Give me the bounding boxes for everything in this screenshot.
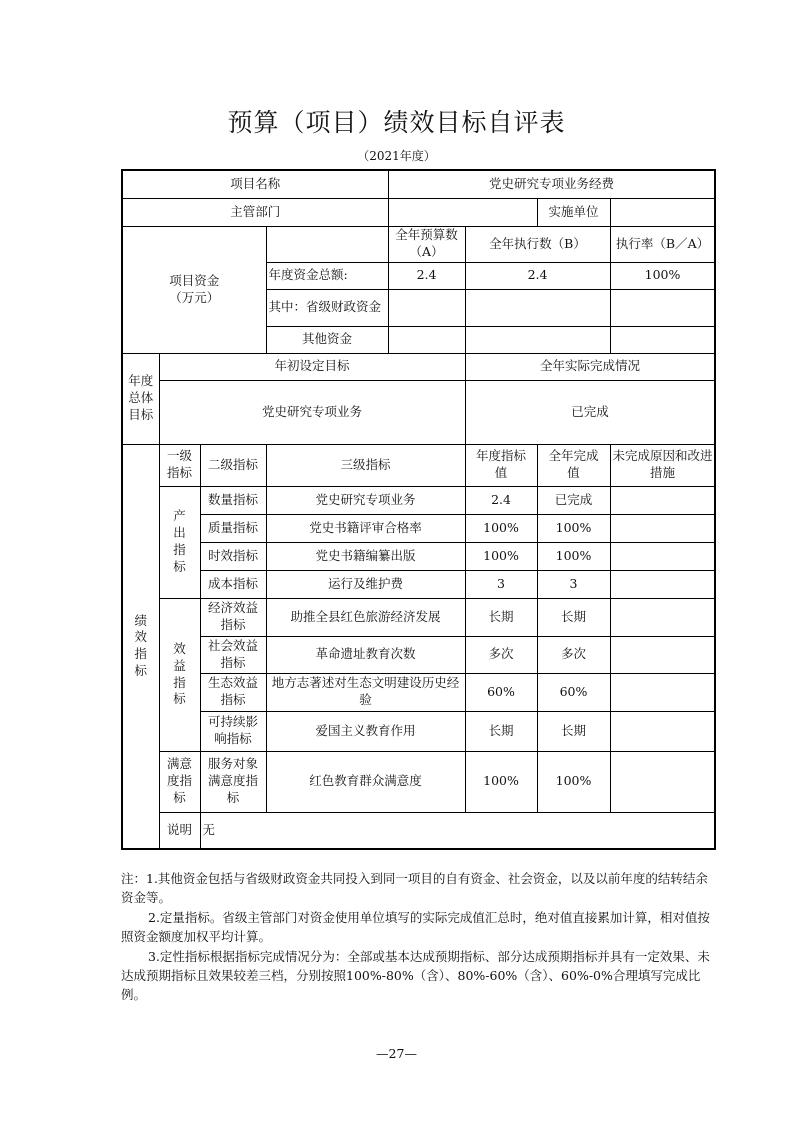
- table-row: [122, 570, 715, 598]
- initial-goal-value: 党史研究专项业务: [159, 380, 465, 444]
- perf-group-label: 绩 效 指 标: [122, 444, 159, 849]
- level2-cell: 时效指标: [200, 542, 266, 570]
- level1-header: 一级 指标: [159, 444, 200, 486]
- reason-header: 未完成原因和改进措施: [610, 444, 715, 486]
- level2-cell: 社会效益指标: [200, 636, 266, 673]
- table-row: [122, 353, 715, 380]
- reason-cell: [610, 542, 715, 570]
- page-title: 预算（项目）绩效目标自评表: [227, 108, 566, 137]
- self-evaluation-table: [121, 169, 716, 850]
- benefit-group-label: 效 益 指 标: [159, 598, 200, 751]
- table-row: [122, 751, 715, 812]
- provincial-executed: [465, 289, 610, 326]
- level3-cell: 党史书籍编纂出版: [266, 542, 465, 570]
- actual-value-header: 全年完成 值: [537, 444, 610, 486]
- level3-cell: 党史研究专项业务: [266, 486, 465, 514]
- level2-cell: 可持续影响指标: [200, 711, 266, 751]
- executed-header: 全年执行数（B）: [465, 226, 610, 262]
- annual-cell: 多次: [465, 636, 537, 673]
- level3-header: 三级指标: [266, 444, 465, 486]
- footnote-1: 注：1.其他资金包括与省级财政资金共同投入到同一项目的自有资金、社会资金，以及以前年度的结转结余资金等。: [121, 871, 708, 906]
- level3-cell: 助推全县红色旅游经济发展: [266, 598, 465, 636]
- unit-value: [610, 198, 715, 226]
- level2-cell: 经济效益指标: [200, 598, 266, 636]
- footnote-3: 3.定性指标根据指标完成情况分为：全部或基本达成预期指标、部分达成预期指标并具有一定效果、未达成预期指标且效果较差三档，分别按照100%-80%（含）、80%-60%（含）、60%-0%合理填写完成比例。: [121, 948, 710, 1003]
- project-name-label: 项目名称: [122, 170, 388, 198]
- reason-cell: [610, 486, 715, 514]
- actual-cell: 60%: [537, 673, 610, 711]
- budget-value: 2.4: [388, 262, 465, 289]
- provincial-budget: [388, 289, 465, 326]
- level3-cell: 党史书籍评审合格率: [266, 514, 465, 542]
- executed-value: 2.4: [465, 262, 610, 289]
- level3-cell: 爱国主义教育作用: [266, 711, 465, 751]
- satisfaction-group-label: 满意 度指 标: [159, 751, 200, 812]
- total-label: 年度资金总额:: [266, 262, 388, 289]
- level3-cell: 革命遗址教育次数: [266, 636, 465, 673]
- footnote-2: 2.定量指标。省级主管部门对资金使用单位填写的实际完成值汇总时，绝对值直接累加计算，相对值按照资金额度加权平均计算。: [121, 909, 710, 945]
- provincial-label: 其中：省级财政资金: [266, 289, 388, 326]
- reason-cell: [610, 514, 715, 542]
- level3-cell: 地方志著述对生态文明建设历史经验: [266, 673, 465, 711]
- dept-value: [388, 198, 537, 226]
- output-group-label: 产 出 指 标: [159, 486, 200, 598]
- level2-cell: 质量指标: [200, 514, 266, 542]
- reason-cell: [610, 673, 715, 711]
- page-number: —27—: [376, 1046, 417, 1061]
- actual-status-header: 全年实际完成情况: [465, 353, 715, 380]
- dept-label: 主管部门: [122, 198, 388, 226]
- rate-header: 执行率（B／A）: [610, 226, 715, 262]
- year-label: （2021年度）: [357, 149, 436, 163]
- annual-cell: 长期: [465, 711, 537, 751]
- annual-value-header: 年度指标 值: [465, 444, 537, 486]
- other-label: 其他资金: [266, 326, 388, 353]
- reason-cell: [610, 636, 715, 673]
- annual-cell: 长期: [465, 598, 537, 636]
- unit-label: 实施单位: [537, 198, 610, 226]
- annual-cell: 100%: [465, 514, 537, 542]
- rate-value: 100%: [610, 262, 715, 289]
- table-row: [122, 170, 715, 198]
- budget-header: 全年预算数（A）: [388, 226, 465, 262]
- annual-cell: 60%: [465, 673, 537, 711]
- annual-cell: 100%: [465, 542, 537, 570]
- reason-cell: [610, 751, 715, 812]
- annual-cell: 3: [465, 570, 537, 598]
- level3-cell: 红色教育群众满意度: [266, 751, 465, 812]
- level2-cell: 数量指标: [200, 486, 266, 514]
- reason-cell: [610, 598, 715, 636]
- other-budget: [388, 326, 465, 353]
- actual-cell: 3: [537, 570, 610, 598]
- actual-cell: 100%: [537, 542, 610, 570]
- actual-cell: 长期: [537, 598, 610, 636]
- other-rate: [610, 326, 715, 353]
- footnotes: [121, 869, 716, 1005]
- note-value: 无: [200, 812, 715, 849]
- annual-cell: 2.4: [465, 486, 537, 514]
- level2-cell: 成本指标: [200, 570, 266, 598]
- level2-header: 二级指标: [200, 444, 266, 486]
- provincial-rate: [610, 289, 715, 326]
- actual-cell: 多次: [537, 636, 610, 673]
- actual-cell: 100%: [537, 514, 610, 542]
- actual-cell: 长期: [537, 711, 610, 751]
- table-row: [122, 444, 715, 486]
- table-row: [122, 636, 715, 673]
- note-label: 说明: [159, 812, 200, 849]
- initial-goal-header: 年初设定目标: [159, 353, 465, 380]
- reason-cell: [610, 711, 715, 751]
- table-row: [122, 673, 715, 711]
- funds-label: 项目资金 （万元）: [122, 226, 266, 353]
- level2-cell: 服务对象满意度指标: [200, 751, 266, 812]
- table-row: [122, 812, 715, 849]
- annual-cell: 100%: [465, 751, 537, 812]
- table-row: [122, 711, 715, 751]
- table-row: [122, 380, 715, 444]
- level3-cell: 运行及维护费: [266, 570, 465, 598]
- table-row: [122, 486, 715, 514]
- table-row: [122, 542, 715, 570]
- table-row: [122, 514, 715, 542]
- actual-cell: 100%: [537, 751, 610, 812]
- actual-cell: 已完成: [537, 486, 610, 514]
- project-name-value: 党史研究专项业务经费: [388, 170, 715, 198]
- goal-group-label: 年度 总体 目标: [122, 353, 159, 444]
- table-row: [122, 598, 715, 636]
- actual-status-value: 已完成: [465, 380, 715, 444]
- reason-cell: [610, 570, 715, 598]
- funds-blank-cell: [266, 226, 388, 262]
- other-executed: [465, 326, 610, 353]
- table-row: [122, 198, 715, 226]
- level2-cell: 生态效益指标: [200, 673, 266, 711]
- table-row: [122, 226, 715, 262]
